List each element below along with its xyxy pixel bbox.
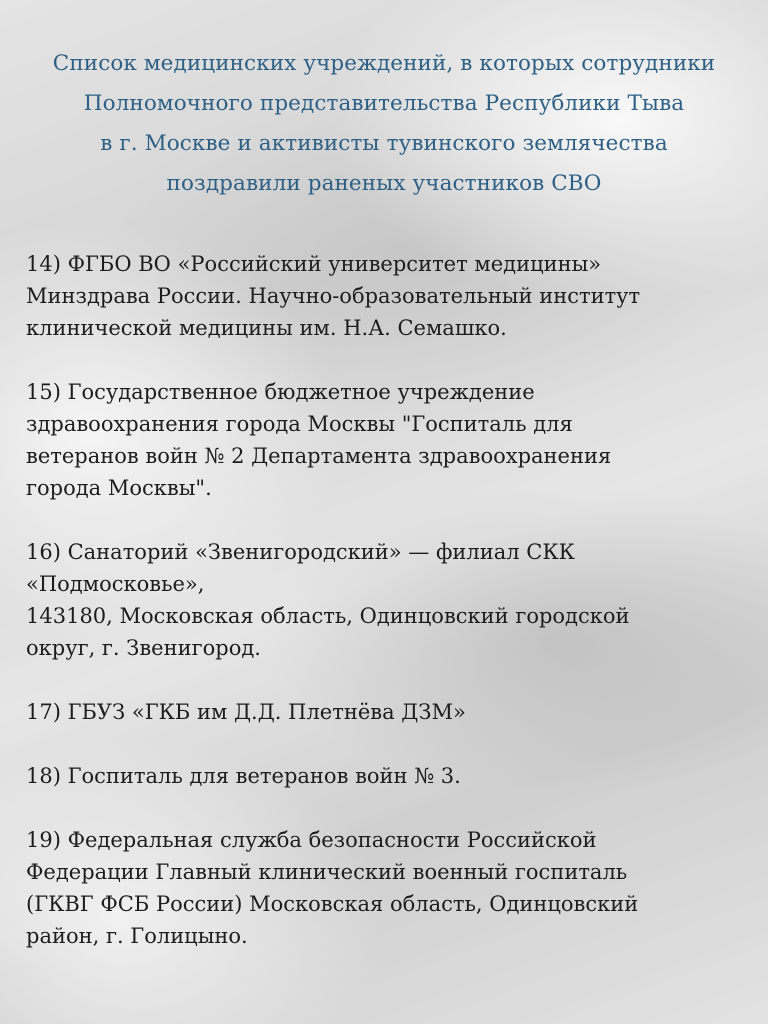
item-line: здравоохранения города Москвы "Госпиталь для (26, 412, 573, 436)
document-title (0, 44, 768, 204)
list-item-17 (26, 696, 756, 728)
title-line: поздравили раненых участников СВО (166, 171, 602, 196)
item-line: 15) Государственное бюджетное учреждение (26, 380, 535, 404)
institution-list (26, 248, 756, 984)
item-line: города Москвы". (26, 476, 212, 500)
item-line: 143180, Московская область, Одинцовский городской (26, 604, 630, 628)
list-item-18 (26, 760, 756, 792)
title-line: Полномочного представительства Республики Тыва (83, 91, 685, 116)
title-line: Список медицинских учреждений, в которых сотрудники (52, 51, 716, 76)
list-item-19 (26, 824, 756, 952)
list-item-16 (26, 536, 756, 664)
item-line: ветеранов войн № 2 Департамента здравоохранения (26, 444, 612, 468)
list-item-15 (26, 376, 756, 504)
item-line: «Подмосковье», (26, 572, 205, 596)
item-line: округ, г. Звенигород. (26, 636, 261, 660)
item-line: 16) Санаторий «Звенигородский» — филиал СКК (26, 540, 575, 564)
list-item-14 (26, 248, 756, 344)
item-line: 19) Федеральная служба безопасности Российской (26, 828, 597, 852)
item-line: 18) Госпиталь для ветеранов войн № 3. (26, 764, 461, 788)
item-line: 17) ГБУЗ «ГКБ им Д.Д. Плетнёва ДЗМ» (26, 700, 466, 724)
item-line: 14) ФГБО ВО «Российский университет медицины» (26, 252, 602, 276)
item-line: (ГКВГ ФСБ России) Московская область, Одинцовский (26, 892, 639, 916)
item-line: район, г. Голицыно. (26, 924, 248, 948)
item-line: Минздрава России. Научно-образовательный институт (26, 284, 641, 308)
item-line: клинической медицины им. Н.А. Семашко. (26, 316, 507, 340)
item-line: Федерации Главный клинический военный госпиталь (26, 860, 628, 884)
title-line: в г. Москве и активисты тувинского землячества (100, 131, 668, 156)
